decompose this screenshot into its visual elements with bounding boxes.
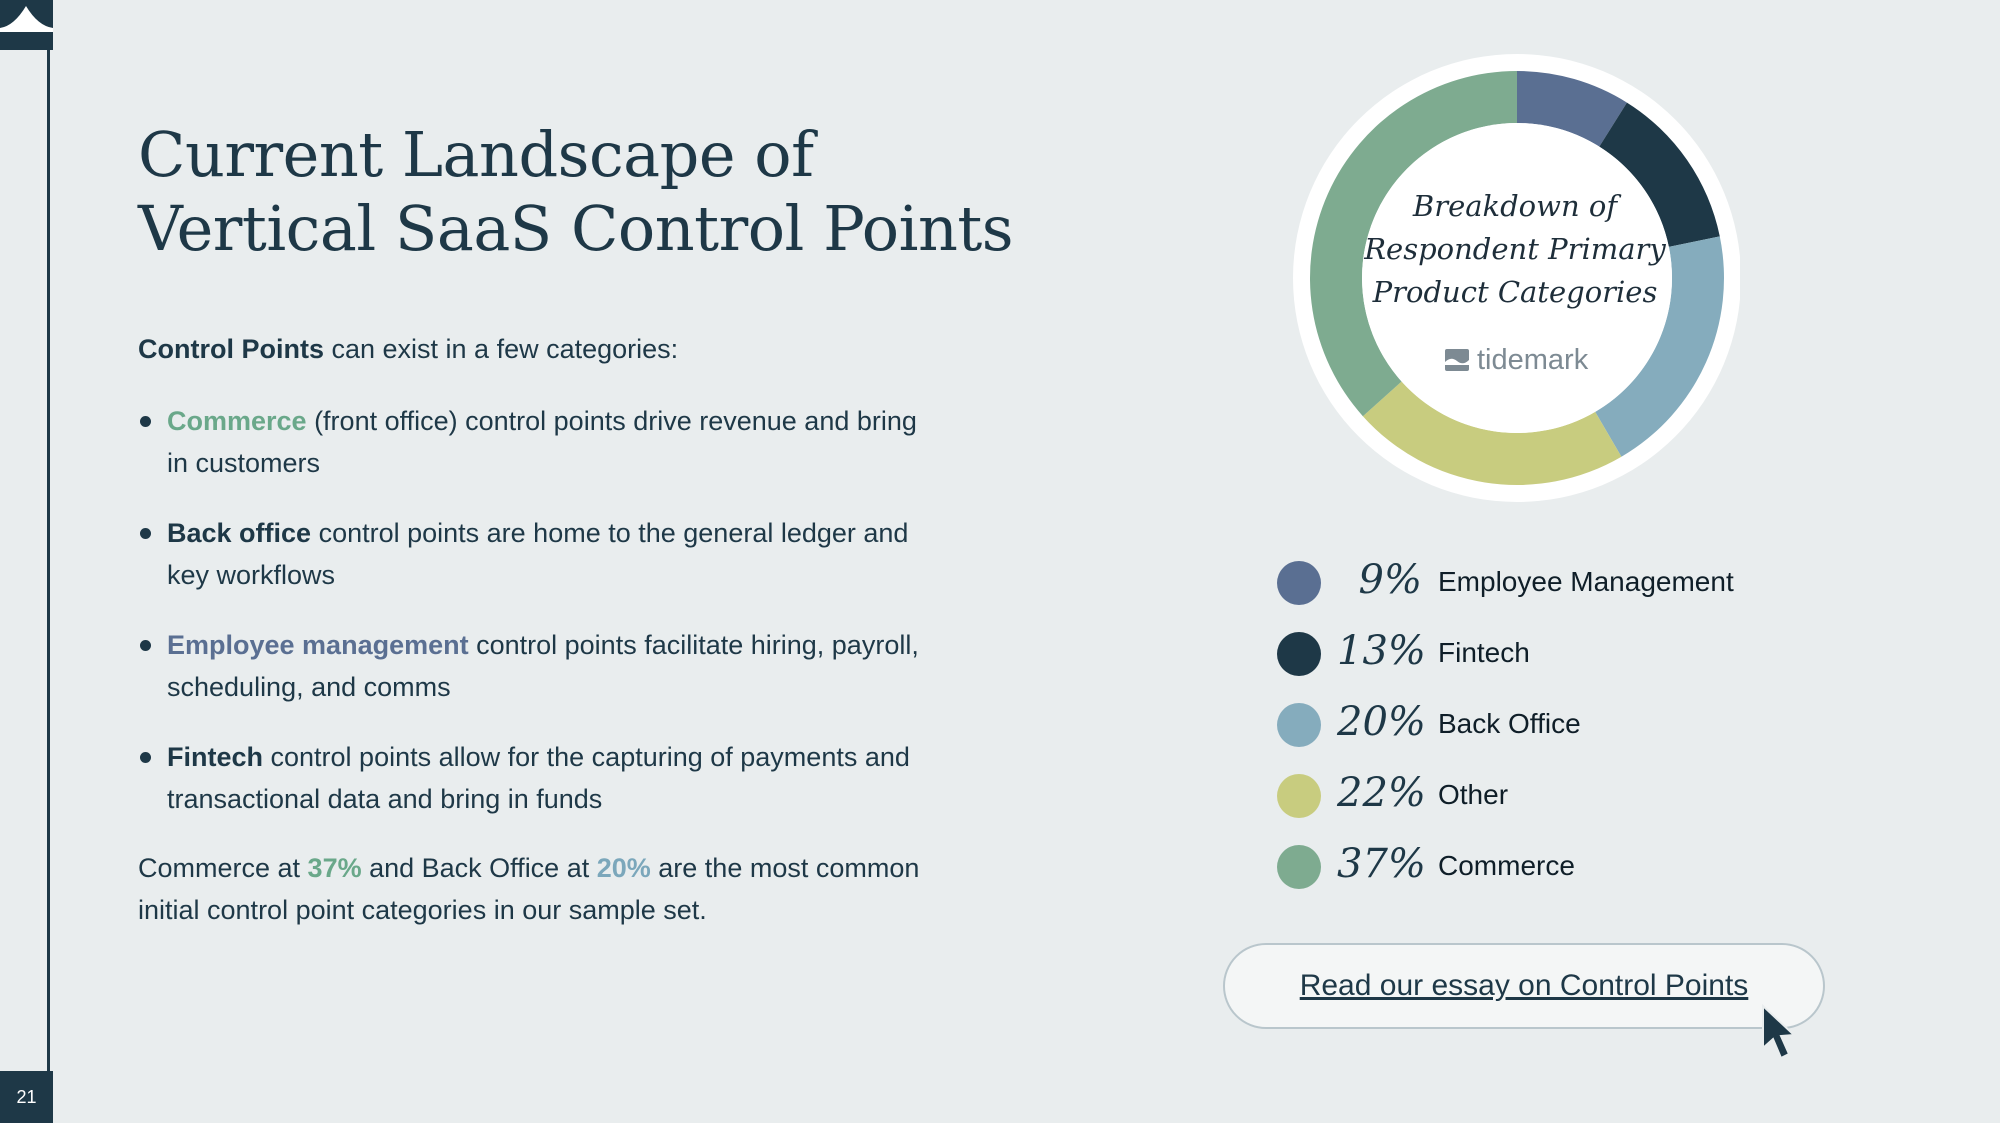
brand-name: tidemark — [1477, 343, 1589, 376]
bullet-dot — [140, 752, 151, 763]
title-line-2: Vertical SaaS Control Points — [138, 192, 1014, 265]
bullet-highlight: Commerce — [167, 406, 307, 436]
bullet-text: control points allow for the capturing of payments and transactional data and bring in funds — [167, 742, 910, 814]
category-bullets — [138, 400, 928, 848]
page-title — [138, 118, 1013, 266]
top-tab — [0, 0, 53, 50]
legend-value: 9% — [1358, 557, 1422, 603]
read-essay-button[interactable]: Read our essay on Control Points — [1223, 943, 1825, 1029]
tidemark-logo-icon — [1445, 349, 1469, 371]
bullet-fintech — [138, 736, 928, 820]
legend-value: 37% — [1337, 841, 1426, 887]
bullet-highlight: Back office — [167, 518, 312, 548]
bullet-employee-management — [138, 624, 928, 708]
legend-item — [1275, 768, 1775, 839]
legend-item — [1275, 839, 1775, 910]
bullet-commerce — [138, 400, 928, 484]
legend-item — [1275, 626, 1775, 697]
intro-text — [138, 332, 678, 366]
legend-value: 20% — [1337, 699, 1426, 745]
legend-value: 22% — [1337, 770, 1426, 816]
intro-bold: Control Points — [138, 334, 324, 364]
page-number: 21 — [0, 1071, 53, 1123]
bullet-dot — [140, 416, 151, 427]
bullet-highlight: Employee management — [167, 630, 469, 660]
mountain-peak-icon — [0, 0, 53, 50]
legend-label: Other — [1438, 779, 1509, 810]
legend-value: 13% — [1337, 628, 1426, 674]
legend-label: Back Office — [1438, 708, 1581, 739]
mouse-pointer-icon — [1760, 1004, 1800, 1060]
legend-item — [1275, 697, 1775, 768]
intro-rest: can exist in a few categories: — [323, 334, 679, 364]
title-line-1: Current Landscape of — [138, 118, 814, 191]
left-rail — [0, 0, 50, 1123]
legend-label: Commerce — [1438, 850, 1575, 881]
chart-title-line-3: Product Categories — [1372, 275, 1658, 309]
summary-backoffice-pct: 20% — [596, 853, 651, 883]
brand-logo — [1445, 340, 1588, 380]
legend-swatch — [1277, 561, 1321, 605]
summary-part-3: are the most common initial control point categories in our sample set. — [138, 853, 920, 925]
bullet-dot — [140, 640, 151, 651]
summary-part-2: and Back Office at — [361, 853, 597, 883]
summary-commerce-pct: 37% — [307, 853, 362, 883]
chart-title-line-2: Respondent Primary — [1364, 232, 1666, 266]
legend-label: Fintech — [1438, 637, 1530, 668]
legend-swatch — [1277, 774, 1321, 818]
summary-text — [138, 847, 938, 931]
legend-label: Employee Management — [1438, 566, 1734, 597]
bullet-back-office — [138, 512, 928, 596]
legend-item — [1275, 555, 1775, 626]
legend-swatch — [1277, 845, 1321, 889]
bullet-dot — [140, 528, 151, 539]
bullet-text: (front office) control points drive revenue and bring in customers — [167, 406, 917, 478]
summary-part-1: Commerce at — [138, 853, 308, 883]
legend-swatch — [1277, 632, 1321, 676]
bullet-highlight: Fintech — [167, 742, 264, 772]
chart-legend — [1275, 555, 1775, 910]
bullet-text: control points facilitate hiring, payroll, scheduling, and comms — [167, 630, 919, 702]
bullet-text: control points are home to the general ledger and key workflows — [167, 518, 909, 590]
chart-title-line-1: Breakdown of — [1412, 189, 1618, 223]
legend-swatch — [1277, 703, 1321, 747]
chart-title — [1355, 185, 1675, 314]
